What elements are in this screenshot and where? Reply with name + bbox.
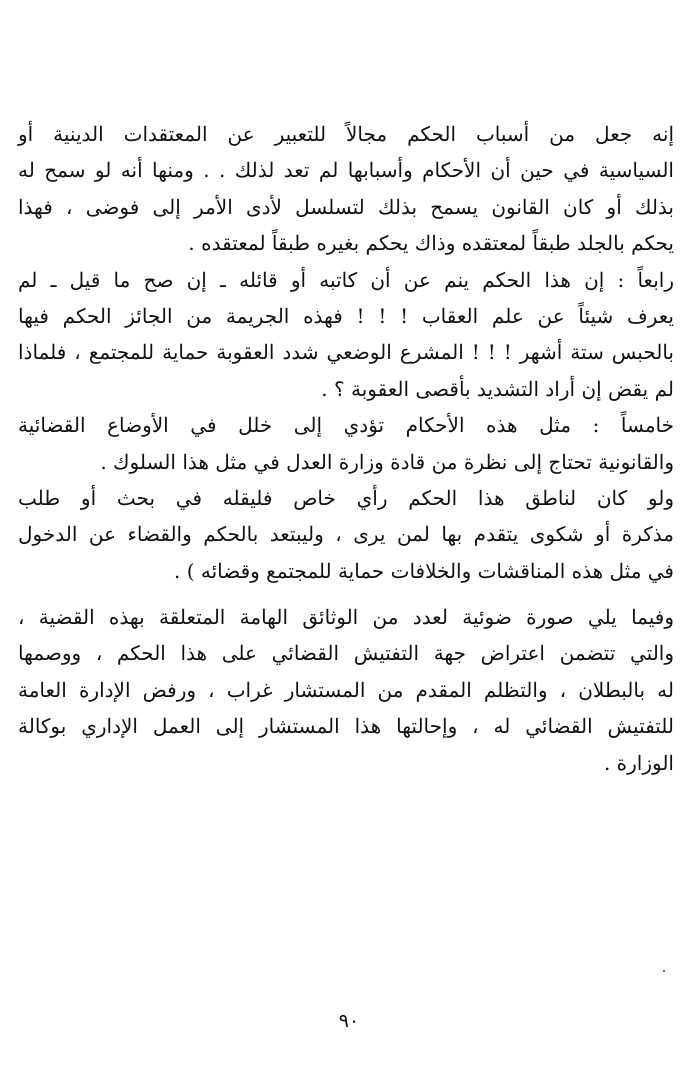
body-text xyxy=(18,116,674,781)
text-line: يحكم بالجلد طبقاً لمعتقده وذاك يحكم بغيره طبقاً لمعتقده . xyxy=(188,231,674,256)
text-line: وفيما يلي صورة ضوئية لعدد من الوثائق الهامة المتعلقة بهذه القضية ، xyxy=(18,605,674,630)
paragraph xyxy=(18,116,674,262)
text-line: الوزارة . xyxy=(603,750,674,775)
text-line: يعرف شيئاً عن علم العقاب ! ! ! فهذه الجريمة من الجائز الحكم فيها xyxy=(18,303,674,328)
text-line: والتي تتضمن اعتراض جهة التفتيش القضائي على هذا الحكم ، ووصمها xyxy=(18,641,674,666)
text-line: إنه جعل من أسباب الحكم مجالاً للتعبير عن المعتقدات الدينية أو xyxy=(18,122,674,146)
scan-speck xyxy=(663,970,665,972)
text-line: رابعاً : إن هذا الحكم ينم عن أن كاتبه أو قائله ـ إن صح ما قيل ـ لم xyxy=(18,267,674,292)
text-line: بالحبس ستة أشهر ! ! ! المشرع الوضعي شدد العقوبة حماية للمجتمع ، فلماذا xyxy=(18,340,674,365)
text-line: بذلك أو كان القانون يسمح بذلك لتسلسل لأدى الأمر إلى فوضى ، فهذا xyxy=(18,194,674,219)
paragraph-spacer xyxy=(18,589,674,599)
text-line: له بالبطلان ، والتظلم المقدم من المستشار غراب ، ورفض الإدارة العامة xyxy=(18,677,674,702)
text-line: لم يقض إن أراد التشديد بأقصى العقوبة ؟ . xyxy=(321,376,674,401)
paragraph xyxy=(18,480,674,589)
text-line: مذكرة أو شكوى يتقدم بها لمن يرى ، وليبتعد بالحكم والقضاء عن الدخول xyxy=(18,522,674,547)
text-line: ولو كان لناطق هذا الحكم رأي خاص فليقله في بحث أو طلب xyxy=(18,485,674,510)
text-line: للتفتيش القضائي له ، وإحالتها هذا المستشار إلى العمل الإداري بوكالة xyxy=(18,714,674,739)
text-line: والقانونية تحتاج إلى نظرة من قادة وزارة العدل في مثل هذا السلوك . xyxy=(100,449,674,474)
page-number: ٩٠ xyxy=(338,1010,360,1032)
text-line: خامساً : مثل هذه الأحكام تؤدي إلى خلل في الأوضاع القضائية xyxy=(18,413,674,438)
paragraph xyxy=(18,407,674,480)
paragraph xyxy=(18,262,674,408)
text-line: السياسية في حين أن الأحكام وأسبابها لم تعد لذلك . . ومنها أنه لو سمح له xyxy=(18,158,674,183)
paragraph xyxy=(18,599,674,781)
text-line: في مثل هذه المناقشات والخلافات حماية للمجتمع وقضائه ) . xyxy=(173,558,674,583)
